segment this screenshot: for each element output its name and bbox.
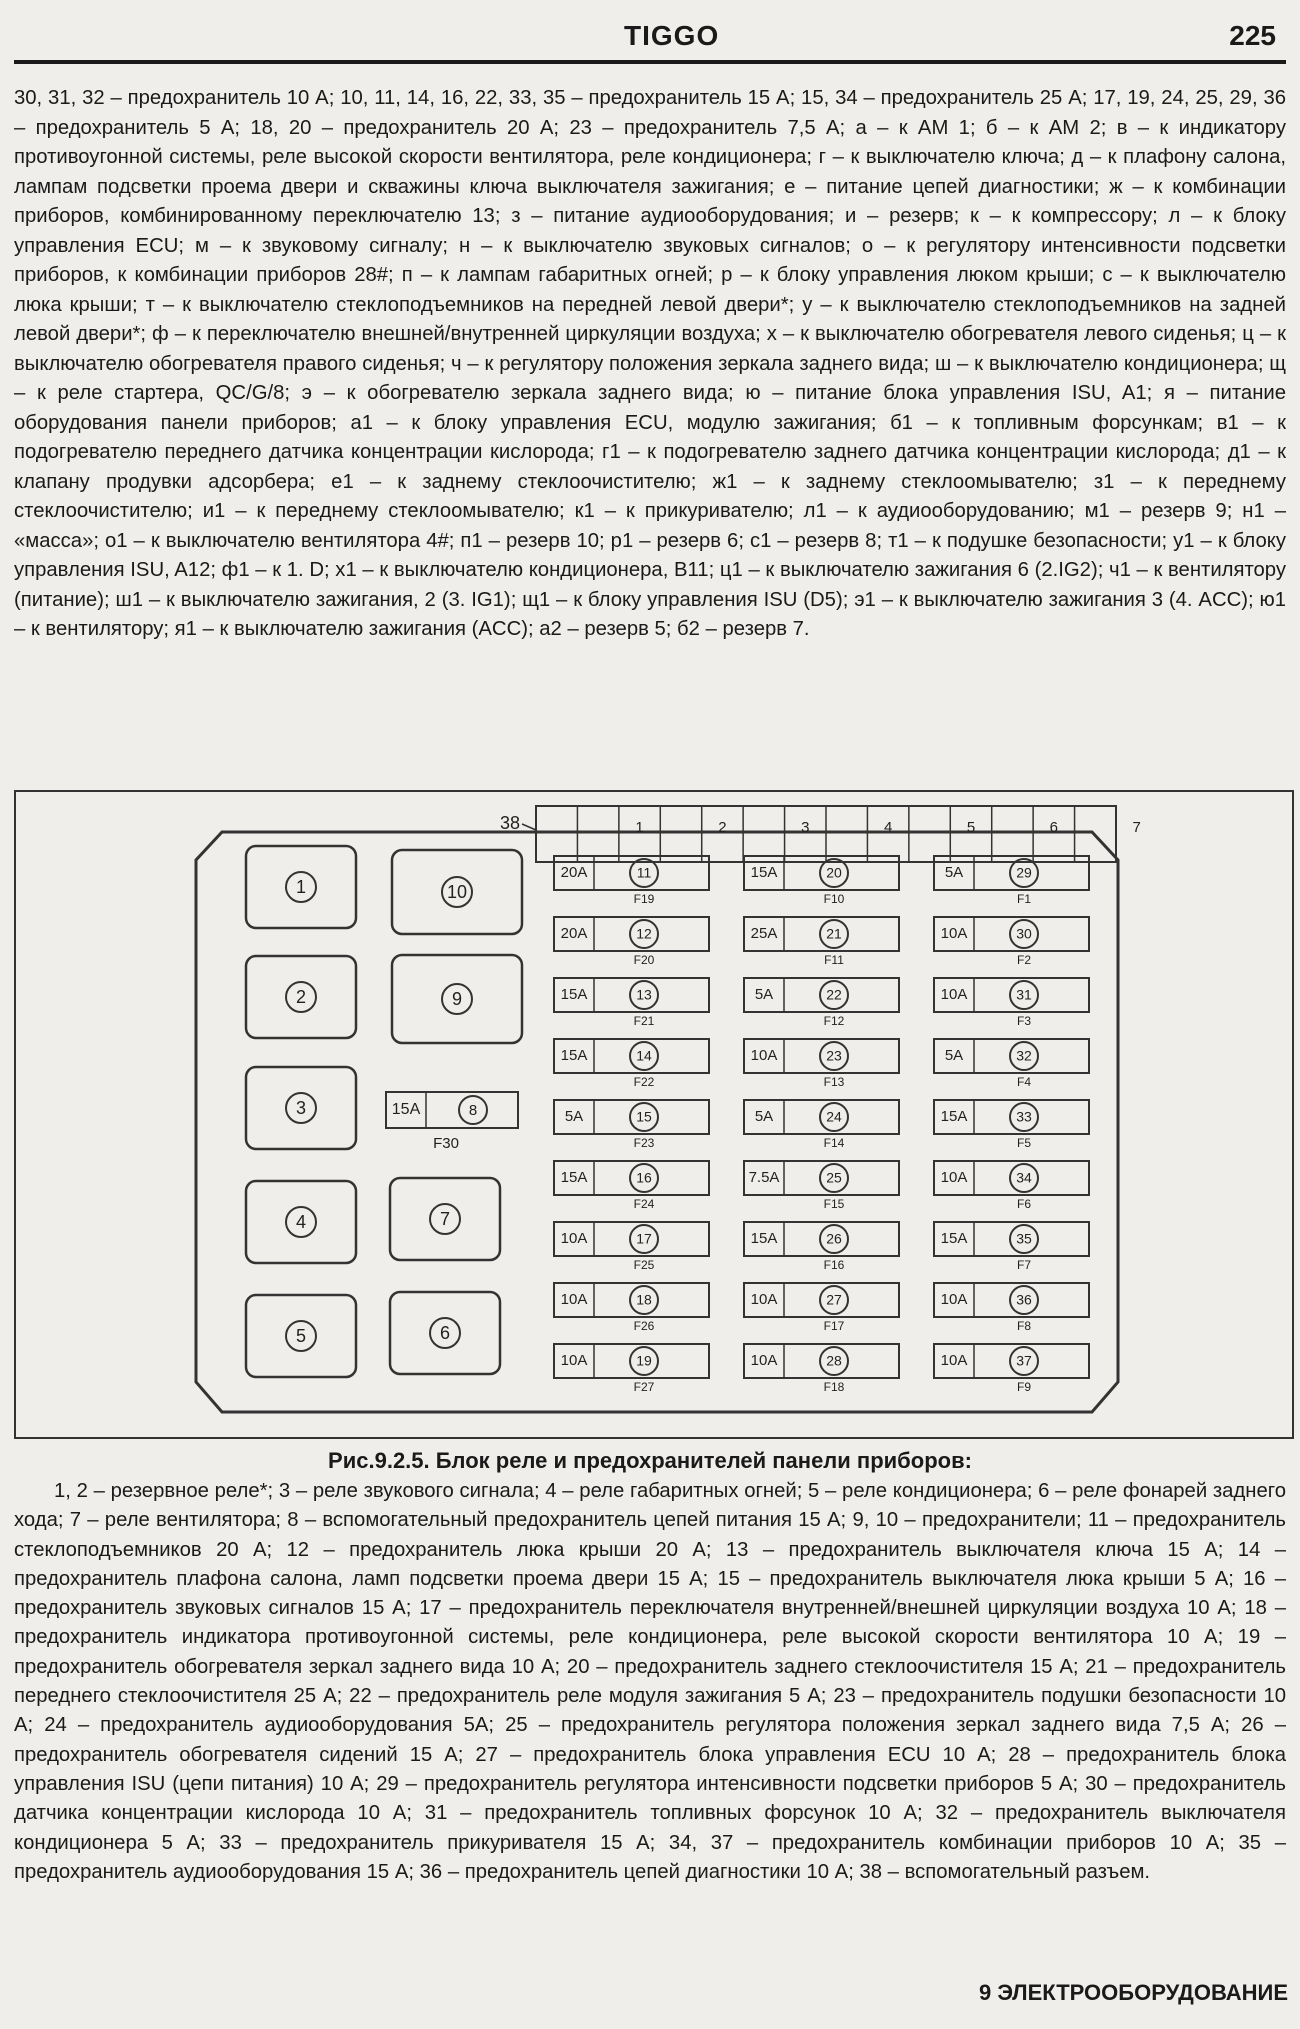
fuse-rating: 5A (754, 985, 774, 1003)
relay-number: 7 (439, 1208, 451, 1229)
connector-pin-number: 1 (635, 818, 644, 836)
fuse-code: F1 (1016, 892, 1032, 907)
fuse-rating: 10A (560, 1290, 588, 1308)
fuse-code: F4 (1016, 1075, 1032, 1090)
fuse-number: 30 (1016, 925, 1032, 942)
section-footer: 9 ЭЛЕКТРООБОРУДОВАНИЕ (978, 1980, 1288, 2005)
fuse-code: F23 (633, 1136, 655, 1151)
fuse-rating: 15A (750, 863, 778, 881)
fuse-rating: 20A (560, 924, 588, 942)
fuse-number: 36 (1016, 1291, 1032, 1308)
fuse-number: 28 (826, 1352, 842, 1369)
fuse-rating: 5A (754, 1107, 774, 1125)
fuse-relay-block-diagram (16, 792, 1292, 1437)
fuse-code: F10 (823, 892, 845, 907)
connector-pin-number: 2 (718, 818, 727, 836)
figure-caption-text: 1, 2 – резервное реле*; 3 – реле звукового сигнала; 4 – реле габаритных огней; 5 – реле кондиционера; 6 – реле фонарей заднего хода; 7 – реле вентилятора; 8 – вспомогательный предохранитель цепей питания 15 А; 9, 10 – предохранители; 11 – предохранитель стеклоподъемников 20 А; 12 – предохранитель люка крыши 20 А; 13 – предохранитель выключателя ключа 15 А; 14 – предохранитель плафона салона, ламп подсветки проема двери 15 А; 15 – предохранитель выключателя люка крыши 5 А; 16 – предохранитель звуковых сигналов 15 А; 17 – предохранитель переключателя внутренней/внешней циркуляции воздуха 10 А; 18 – предохранитель индикатора противоугонной системы, реле кондиционера, реле высокой скорости вентилятора 10 А; 19 – предохранитель обогревателя зеркал заднего вида 10 А; 20 – предохранитель заднего стеклоочистителя 15 А; 21 – предохранитель переднего стеклоочистителя 25 А; 22 – предохранитель реле модуля зажигания 5 А; 23 – предохранитель подушки безопасности 10 А; 24 – предохранитель аудиооборудования 5А; 25 – предохранитель регулятора положения зеркал заднего вида 7,5 А; 26 – предохранитель обогревателя сидений 15 А; 27 – предохранитель блока управления ECU 10 А; 28 – предохранитель блока управления ISU (цепи питания) 10 А; 29 – предохранитель регулятора интенсивности подсветки приборов 5 А; 30 – предохранитель датчика концентрации кислорода 10 А; 31 – предохранитель топливных форсунок 10 А; 32 – предохранитель выключателя кондиционера 5 А; 33 – предохранитель прикуривателя 15 А; 34, 37 – предохранитель комбинации приборов 10 А; 35 – предохранитель аудиооборудования 15 А; 36 – предохранитель цепей диагностики 10 А; 38 – вспомогательный разъем. (14, 1480, 1286, 1883)
fuse-code: F20 (633, 953, 655, 968)
connector-38-label: 38 (499, 812, 521, 833)
fuse-number: 24 (826, 1108, 842, 1125)
fuse-code: F3 (1016, 1014, 1032, 1029)
fuse-rating: 15A (560, 1168, 588, 1186)
fuse-number: 33 (1016, 1108, 1032, 1125)
fuse-number: 37 (1016, 1352, 1032, 1369)
fuse-number: 17 (636, 1230, 652, 1247)
relay-number: 5 (295, 1325, 307, 1346)
fuse-rating: 25A (750, 924, 778, 942)
book-title: TIGGO (624, 20, 720, 51)
fuse-number: 34 (1016, 1169, 1032, 1186)
fuse-rating: 10A (940, 1351, 968, 1369)
fuse-code: F14 (823, 1136, 845, 1151)
fuse-rating: 10A (560, 1351, 588, 1369)
fuse-number: 13 (636, 986, 652, 1003)
fuse-number: 31 (1016, 986, 1032, 1003)
fuse-number: 26 (826, 1230, 842, 1247)
connector-pin-number: 3 (801, 818, 810, 836)
fuse-rating: 10A (940, 985, 968, 1003)
fuse-number: 19 (636, 1352, 652, 1369)
fuse-rating: 20A (560, 863, 588, 881)
fuse-code: F17 (823, 1319, 845, 1334)
fuse-code: F24 (633, 1197, 655, 1212)
fuse-number: 35 (1016, 1230, 1032, 1247)
fuse-rating: 15A (940, 1107, 968, 1125)
fuse-rating: 10A (750, 1351, 778, 1369)
fuse-rating: 10A (940, 1168, 968, 1186)
fuse-code: F26 (633, 1319, 655, 1334)
wiring-legend-text: 30, 31, 32 – предохранитель 10 А; 10, 11, 14, 16, 22, 33, 35 – предохранитель 15 А; 15, 34 – предохранитель 25 А; 17, 19, 24, 25, 29, 36 – предохранитель 5 А; 18, 20 – предохранитель 20 А; 23 – предохранитель 7,5 А; а – к АМ 1; б – к АМ 2; в – к индикатору противоугонной системы, реле высокой скорости вентилятора, реле кондиционера; г – к выключателю ключа; д – к плафону салона, лампам подсветки проема двери и скважины ключа выключателя зажигания; е – питание цепей диагностики; ж – к комбинации приборов, комбинированному переключателю 13; з – питание аудиооборудования; и – резерв; к – к компрессору; л – к блоку управления ECU; м – к звуковому сигналу; н – к выключателю звуковых сигналов; о – к регулятору интенсивности подсветки приборов, к комбинации приборов 28#; п – к лампам габаритных огней; р – к блоку управления люком крыши; с – к выключателю люка крыши; т – к выключателю стеклоподъемников на передней левой двери*; у – к выключателю стеклоподъемников на задней левой двери*; ф – к переключателю внешней/внутренней циркуляции воздуха; х – к выключателю обогревателя левого сиденья; ц – к выключателю обогревателя правого сиденья; ч – к регулятору положения зеркала заднего вида; ш – к выключателю кондиционера; щ – к реле стартера, QC/G/8; э – к обогревателю зеркала заднего вида; ю – питание блока управления ISU, A1; я – питание оборудования панели приборов; а1 – к блоку управления ECU, модулю зажигания; б1 – к топливным форсункам; в1 – к подогревателю переднего датчика концентрации кислорода; г1 – к подогревателю заднего датчика концентрации кислорода; д1 – к клапану продувки адсорбера; е1 – к заднему стеклоочистителю; ж1 – к заднему стеклоомывателю; з1 – к переднему стеклоочистителю; и1 – к переднему стеклоомывателю; к1 – к прикуривателю; л1 – к аудиооборудованию; м1 – резерв 9; н1 – «масса»; о1 – к выключателю вентилятора 4#; п1 – резерв 10; р1 – резерв 6; с1 – резерв 8; т1 – к подушке безопасности; у1 – к блоку управления ISU, A12; ф1 – к 1. D; х1 – к выключателю кондиционера, B11; ц1 – к выключателю зажигания 6 (2.IG2); ч1 – к вентилятору (питание); ш1 – к выключателю зажигания, 2 (3. IG1); щ1 – к блоку управления ISU (D5); э1 – к выключателю зажигания 3 (4. ACC); ю1 – к вентилятору; я1 – к выключателю зажигания (ACC); а2 – резерв 5; б2 – резерв 7. (14, 87, 1286, 640)
relay-number: 4 (295, 1211, 307, 1232)
connector-pin-number: 4 (883, 818, 893, 836)
fuse-code: F22 (633, 1075, 655, 1090)
fuse-code: F19 (633, 892, 655, 907)
page-header (14, 8, 1286, 64)
fuse-rating: 5A (944, 863, 964, 881)
fuse-number: 14 (636, 1047, 652, 1064)
fuse-rating: 10A (560, 1229, 588, 1247)
connector-38-leader (522, 824, 536, 830)
relay-number: 3 (295, 1097, 307, 1118)
fuse-number: 20 (826, 864, 842, 881)
fuse-number: 32 (1016, 1047, 1032, 1064)
fuse-rating: 15A (750, 1229, 778, 1247)
fuse-number: 21 (826, 925, 842, 942)
fuse-number: 22 (826, 986, 842, 1003)
fuse-code: F2 (1016, 953, 1032, 968)
figure-frame (14, 790, 1294, 1439)
fuse-rating: 15A (560, 1046, 588, 1064)
fuse-code: F15 (823, 1197, 845, 1212)
figure-caption-title: Рис.9.2.5. Блок реле и предохранителей панели приборов: (328, 1448, 972, 1473)
relay-number: 10 (446, 881, 468, 902)
fuse-rating: 10A (940, 1290, 968, 1308)
fuse-code: F16 (823, 1258, 845, 1273)
fuse-number: 18 (636, 1291, 652, 1308)
fuse-number: 16 (636, 1169, 652, 1186)
fuse-rating: 10A (750, 1046, 778, 1064)
fuse-rating: 10A (940, 924, 968, 942)
fuse-rating: 15A (940, 1229, 968, 1247)
aux-fuse-rating: 15A (391, 1101, 421, 1119)
fuse-code: F8 (1016, 1319, 1032, 1334)
fuse-code: F12 (823, 1014, 845, 1029)
connector-pin-number: 5 (966, 818, 976, 836)
connector-pin-number: 6 (1049, 818, 1059, 836)
fuse-rating: 7.5A (748, 1168, 780, 1186)
fuse-number: 23 (826, 1047, 842, 1064)
fuse-code: F27 (633, 1380, 655, 1395)
fuse-rating: 5A (944, 1046, 964, 1064)
page-number: 225 (1229, 20, 1276, 51)
fuse-code: F21 (633, 1014, 655, 1029)
fuse-number: 15 (636, 1108, 652, 1125)
fuse-code: F7 (1016, 1258, 1032, 1273)
fuse-number: 27 (826, 1291, 842, 1308)
connector-pin-number: 7 (1132, 818, 1141, 836)
fuse-code: F5 (1016, 1136, 1032, 1151)
fuse-code: F25 (633, 1258, 655, 1273)
aux-fuse-number: 8 (468, 1101, 478, 1119)
relay-number: 6 (439, 1322, 451, 1343)
fuse-rating: 10A (750, 1290, 778, 1308)
fuse-rating: 5A (564, 1107, 584, 1125)
fuse-code: F13 (823, 1075, 845, 1090)
fuse-number: 29 (1016, 864, 1032, 881)
fuse-code: F9 (1016, 1380, 1032, 1395)
fuse-number: 11 (636, 864, 652, 881)
relay-number: 2 (295, 986, 307, 1007)
fuse-rating: 15A (560, 985, 588, 1003)
fuse-code: F6 (1016, 1197, 1032, 1212)
fuse-code: F18 (823, 1380, 845, 1395)
fuse-code: F11 (824, 953, 844, 968)
relay-number: 9 (451, 988, 463, 1009)
aux-fuse-code: F30 (433, 1134, 459, 1152)
relay-number: 1 (295, 876, 307, 897)
fuse-number: 25 (826, 1169, 842, 1186)
fuse-number: 12 (636, 925, 652, 942)
